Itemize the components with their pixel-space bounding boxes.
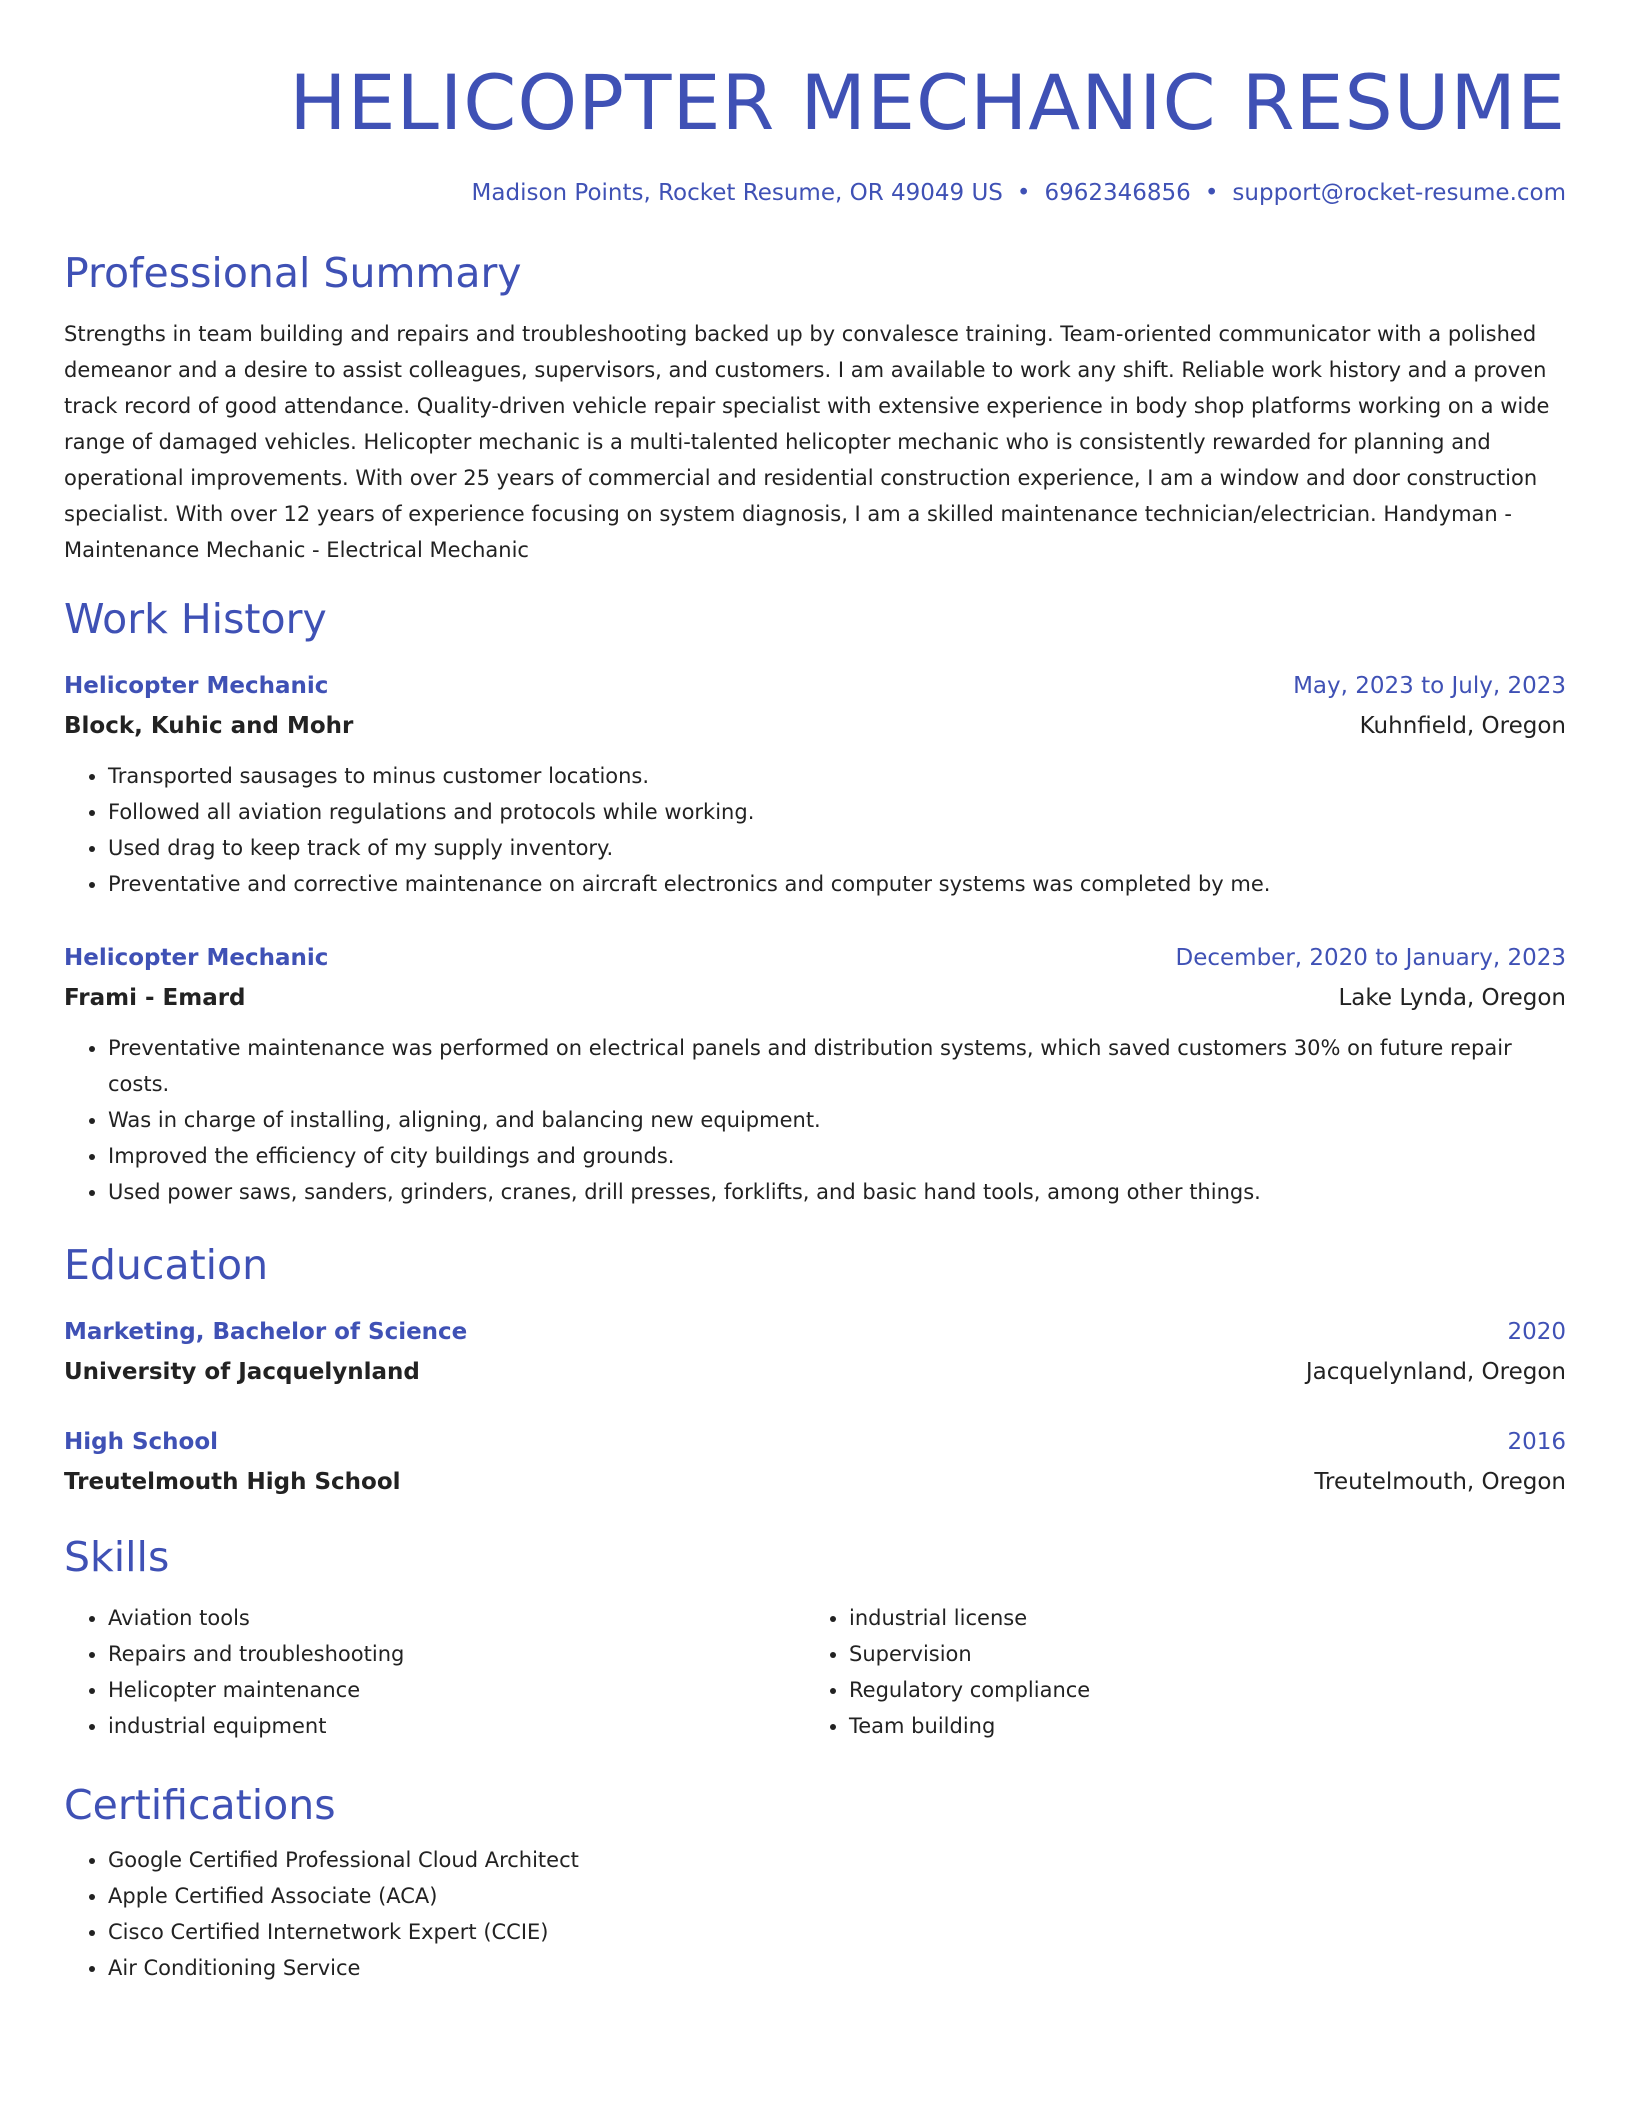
job-bullet: • Transported sausages to minus customer locations. bbox=[108, 758, 1566, 794]
skill-item: • industrial license bbox=[849, 1600, 1546, 1636]
job-bullet: • Followed all aviation regulations and protocols while working. bbox=[108, 794, 1566, 830]
job-company: Frami - Emard bbox=[64, 985, 246, 1011]
job-bullet: • Improved the efficiency of city buildings and grounds. bbox=[108, 1138, 1566, 1174]
skills-column-right bbox=[805, 1600, 1546, 1744]
job-header-row bbox=[64, 666, 1566, 706]
education-school: Treutelmouth High School bbox=[64, 1469, 401, 1495]
job-bullets bbox=[64, 758, 1566, 902]
certifications-heading: Certifications bbox=[64, 1781, 336, 1829]
education-heading: Education bbox=[64, 1241, 269, 1289]
certification-item: • Cisco Certified Internetwork Expert (CCIE) bbox=[108, 1914, 1566, 1950]
skill-item: • Helicopter maintenance bbox=[108, 1672, 805, 1708]
skill-item: • industrial equipment bbox=[108, 1708, 805, 1744]
job-bullet: • Was in charge of installing, aligning, and balancing new equipment. bbox=[108, 1102, 1566, 1138]
education-degree: High School bbox=[64, 1429, 219, 1455]
job-bullet: • Preventative and corrective maintenance on aircraft electronics and computer systems was completed by me. bbox=[108, 866, 1566, 902]
job-role: Helicopter Mechanic bbox=[64, 945, 329, 971]
skill-item: • Aviation tools bbox=[108, 1600, 805, 1636]
job-location: Lake Lynda, Oregon bbox=[1338, 985, 1566, 1011]
summary-heading: Professional Summary bbox=[64, 249, 522, 297]
education-header-row bbox=[64, 1422, 1566, 1462]
job-dates: December, 2020 to January, 2023 bbox=[1175, 945, 1566, 971]
education-entry bbox=[64, 1422, 1566, 1502]
certification-item: • Google Certified Professional Cloud Architect bbox=[108, 1842, 1566, 1878]
contact-separator: • bbox=[1204, 180, 1219, 206]
skills-grid bbox=[64, 1600, 1566, 1744]
certification-item: • Air Conditioning Service bbox=[108, 1950, 1566, 1986]
job-bullet: • Used drag to keep track of my supply inventory. bbox=[108, 830, 1566, 866]
job-entry bbox=[64, 938, 1566, 1210]
work-history-heading: Work History bbox=[64, 595, 327, 643]
summary-text: Strengths in team building and repairs and troubleshooting backed up by convalesce training. Team-oriented communicator with a polished demeanor and a desire to assist colleagues, supervisors, and customers. I am available to work any shift. Reliable work history and a proven track record of good attendance. Quality-driven vehicle repair specialist with extensive experience in body shop platforms working on a wide range of damaged vehicles. Helicopter mechanic is a multi-talented helicopter mechanic who is consistently rewarded for planning and operational improvements. With over 25 years of commercial and residential construction experience, I am a window and door construction specialist. With over 12 years of experience focusing on system diagnosis, I am a skilled maintenance technician/electrician. Handyman - Maintenance Mechanic - Electrical Mechanic bbox=[64, 322, 1550, 562]
job-header-row bbox=[64, 938, 1566, 978]
certification-item: • Apple Certified Associate (ACA) bbox=[108, 1878, 1566, 1914]
education-degree: Marketing, Bachelor of Science bbox=[64, 1319, 468, 1345]
certifications-list bbox=[64, 1842, 1566, 1986]
education-school: University of Jacquelynland bbox=[64, 1359, 420, 1385]
job-dates: May, 2023 to July, 2023 bbox=[1293, 673, 1566, 699]
education-year: 2020 bbox=[1507, 1319, 1566, 1345]
education-location: Treutelmouth, Oregon bbox=[1314, 1469, 1566, 1495]
resume-page bbox=[64, 0, 1566, 1986]
education-year: 2016 bbox=[1507, 1429, 1566, 1455]
contact-line bbox=[64, 178, 1566, 208]
skills-heading: Skills bbox=[64, 1533, 170, 1581]
job-company-row bbox=[64, 706, 1566, 746]
job-entry bbox=[64, 666, 1566, 902]
skills-column-left bbox=[64, 1600, 805, 1744]
education-school-row bbox=[64, 1352, 1566, 1392]
education-location: Jacquelynland, Oregon bbox=[1305, 1359, 1566, 1385]
education-header-row bbox=[64, 1312, 1566, 1352]
job-role: Helicopter Mechanic bbox=[64, 673, 329, 699]
skill-item: • Repairs and troubleshooting bbox=[108, 1636, 805, 1672]
skill-item: • Team building bbox=[849, 1708, 1546, 1744]
job-bullets bbox=[64, 1030, 1566, 1210]
education-entry bbox=[64, 1312, 1566, 1392]
job-company: Block, Kuhic and Mohr bbox=[64, 713, 354, 739]
contact-separator: • bbox=[1016, 180, 1031, 206]
job-bullet: • Preventative maintenance was performed on electrical panels and distribution systems, which saved customers 30% on future repair costs. bbox=[108, 1030, 1566, 1102]
contact-phone: 6962346856 bbox=[1044, 180, 1191, 206]
job-bullet: • Used power saws, sanders, grinders, cranes, drill presses, forklifts, and basic hand tools, among other things. bbox=[108, 1174, 1566, 1210]
contact-address: Madison Points, Rocket Resume, OR 49049 US bbox=[471, 180, 1003, 206]
job-location: Kuhnfield, Oregon bbox=[1359, 713, 1566, 739]
job-company-row bbox=[64, 978, 1566, 1018]
contact-email: support@rocket-resume.com bbox=[1232, 180, 1566, 206]
resume-title: HELICOPTER MECHANIC RESUME bbox=[289, 58, 1566, 147]
education-school-row bbox=[64, 1462, 1566, 1502]
skill-item: • Supervision bbox=[849, 1636, 1546, 1672]
skill-item: • Regulatory compliance bbox=[849, 1672, 1546, 1708]
